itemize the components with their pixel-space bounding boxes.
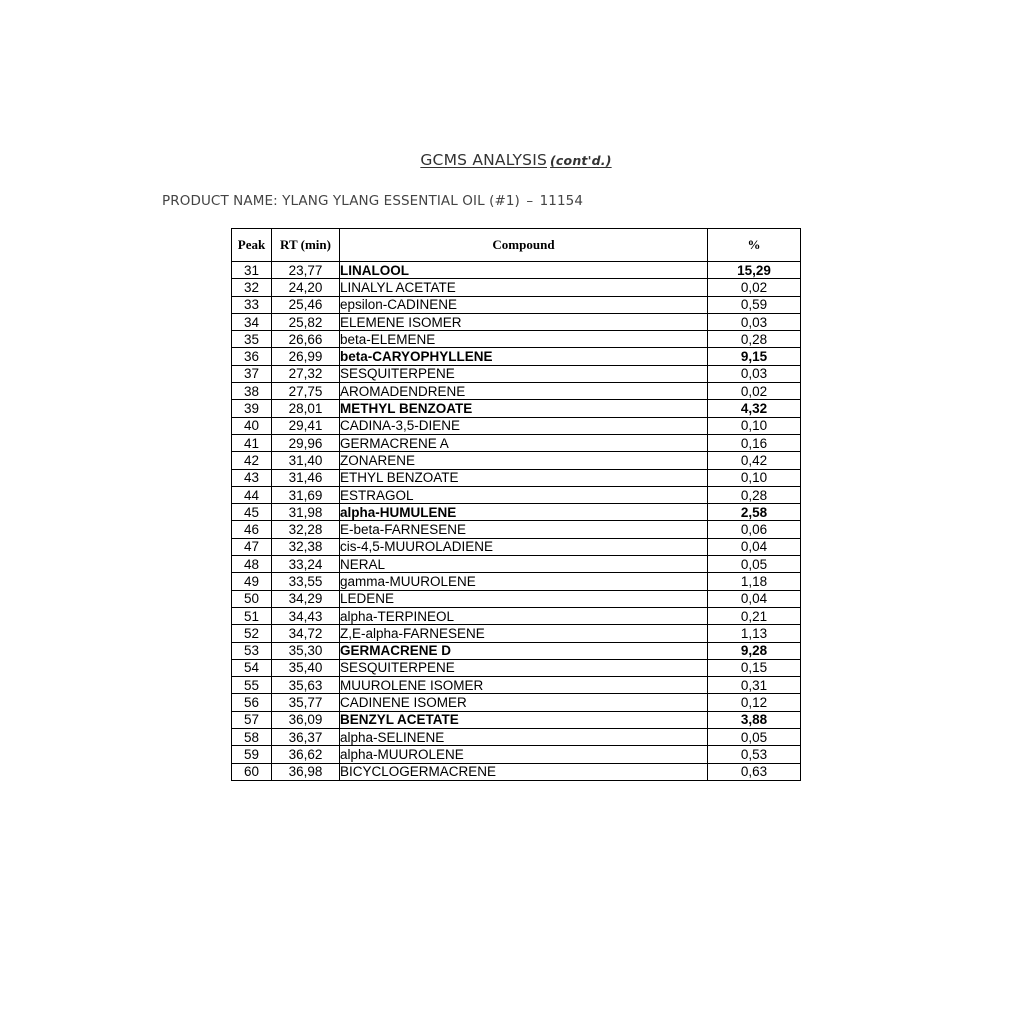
percent-cell: 0,05 [708,729,801,746]
rt-cell: 35,63 [272,677,340,694]
rt-cell: 33,55 [272,573,340,590]
table-row [232,590,801,607]
rt-cell: 29,41 [272,417,340,434]
peak-cell: 39 [232,400,272,417]
compound-cell: GERMACRENE D [340,642,708,659]
table-row [232,417,801,434]
gcms-results-table [231,228,801,781]
product-name-line [162,193,583,209]
rt-cell: 29,96 [272,434,340,451]
product-label: PRODUCT NAME: [162,193,278,209]
rt-cell: 28,01 [272,400,340,417]
peak-cell: 34 [232,313,272,330]
peak-cell: 49 [232,573,272,590]
table-row [232,331,801,348]
compound-cell: cis-4,5-MUUROLADIENE [340,538,708,555]
table-row [232,521,801,538]
table-row [232,486,801,503]
percent-cell: 4,32 [708,400,801,417]
peak-cell: 58 [232,729,272,746]
table-header-row [232,229,801,262]
peak-cell: 40 [232,417,272,434]
rt-cell: 33,24 [272,556,340,573]
table-row [232,607,801,624]
rt-cell: 26,66 [272,331,340,348]
peak-cell: 42 [232,452,272,469]
percent-cell: 0,15 [708,659,801,676]
peak-cell: 41 [232,434,272,451]
peak-cell: 47 [232,538,272,555]
rt-cell: 26,99 [272,348,340,365]
peak-cell: 44 [232,486,272,503]
table-row [232,296,801,313]
rt-cell: 25,46 [272,296,340,313]
compound-cell: CADINA-3,5-DIENE [340,417,708,434]
peak-cell: 36 [232,348,272,365]
rt-cell: 31,40 [272,452,340,469]
peak-cell: 48 [232,556,272,573]
percent-cell: 3,88 [708,711,801,728]
percent-cell: 0,42 [708,452,801,469]
compound-cell: METHYL BENZOATE [340,400,708,417]
table-body [232,262,801,781]
title-text: GCMS ANALYSIS [420,151,548,169]
percent-cell: 0,10 [708,417,801,434]
column-header-peak: Peak [232,229,272,262]
peak-cell: 37 [232,365,272,382]
rt-cell: 27,75 [272,383,340,400]
percent-cell: 9,15 [708,348,801,365]
title-suffix: (cont'd.) [550,153,612,168]
table-row [232,452,801,469]
compound-cell: LEDENE [340,590,708,607]
compound-cell: ELEMENE ISOMER [340,313,708,330]
peak-cell: 31 [232,262,272,279]
column-header-rt: RT (min) [272,229,340,262]
peak-cell: 38 [232,383,272,400]
table-row [232,694,801,711]
percent-cell: 0,04 [708,590,801,607]
compound-cell: BENZYL ACETATE [340,711,708,728]
compound-cell: LINALYL ACETATE [340,279,708,296]
percent-cell: 0,04 [708,538,801,555]
table-row [232,538,801,555]
percent-cell: 0,53 [708,746,801,763]
peak-cell: 59 [232,746,272,763]
rt-cell: 31,46 [272,469,340,486]
table-row [232,262,801,279]
peak-cell: 52 [232,625,272,642]
rt-cell: 34,72 [272,625,340,642]
compound-cell: beta-ELEMENE [340,331,708,348]
table-row [232,625,801,642]
percent-cell: 0,06 [708,521,801,538]
peak-cell: 56 [232,694,272,711]
percent-cell: 2,58 [708,504,801,521]
table-row [232,746,801,763]
compound-cell: ESTRAGOL [340,486,708,503]
compound-cell: AROMADENDRENE [340,383,708,400]
rt-cell: 35,77 [272,694,340,711]
compound-cell: BICYCLOGERMACRENE [340,763,708,780]
rt-cell: 35,40 [272,659,340,676]
rt-cell: 32,28 [272,521,340,538]
rt-cell: 36,09 [272,711,340,728]
table-row [232,659,801,676]
peak-cell: 54 [232,659,272,676]
compound-cell: gamma-MUUROLENE [340,573,708,590]
percent-cell: 0,21 [708,607,801,624]
compound-cell: GERMACRENE A [340,434,708,451]
compound-cell: SESQUITERPENE [340,659,708,676]
compound-cell: LINALOOL [340,262,708,279]
column-header-compound: Compound [340,229,708,262]
rt-cell: 31,69 [272,486,340,503]
table-row [232,400,801,417]
table-row [232,469,801,486]
table-row [232,556,801,573]
product-name: YLANG YLANG ESSENTIAL OIL (#1) [282,193,520,209]
table-row [232,711,801,728]
compound-cell: alpha-TERPINEOL [340,607,708,624]
percent-cell: 0,12 [708,694,801,711]
percent-cell: 9,28 [708,642,801,659]
rt-cell: 36,62 [272,746,340,763]
compound-cell: alpha-SELINENE [340,729,708,746]
table-row [232,365,801,382]
column-header-percent: % [708,229,801,262]
percent-cell: 0,16 [708,434,801,451]
table-row [232,677,801,694]
rt-cell: 31,98 [272,504,340,521]
peak-cell: 33 [232,296,272,313]
percent-cell: 15,29 [708,262,801,279]
rt-cell: 36,37 [272,729,340,746]
percent-cell: 1,13 [708,625,801,642]
percent-cell: 0,03 [708,365,801,382]
compound-cell: epsilon-CADINENE [340,296,708,313]
rt-cell: 27,32 [272,365,340,382]
percent-cell: 0,02 [708,383,801,400]
peak-cell: 45 [232,504,272,521]
rt-cell: 34,43 [272,607,340,624]
peak-cell: 46 [232,521,272,538]
percent-cell: 1,18 [708,573,801,590]
compound-cell: Z,E-alpha-FARNESENE [340,625,708,642]
compound-cell: SESQUITERPENE [340,365,708,382]
compound-cell: ETHYL BENZOATE [340,469,708,486]
table-row [232,313,801,330]
peak-cell: 57 [232,711,272,728]
rt-cell: 34,29 [272,590,340,607]
percent-cell: 0,28 [708,331,801,348]
percent-cell: 0,28 [708,486,801,503]
percent-cell: 0,02 [708,279,801,296]
percent-cell: 0,03 [708,313,801,330]
percent-cell: 0,59 [708,296,801,313]
table-row [232,383,801,400]
peak-cell: 35 [232,331,272,348]
rt-cell: 32,38 [272,538,340,555]
rt-cell: 25,82 [272,313,340,330]
compound-cell: E-beta-FARNESENE [340,521,708,538]
product-separator: – [526,193,534,209]
peak-cell: 50 [232,590,272,607]
table-row [232,763,801,780]
peak-cell: 32 [232,279,272,296]
rt-cell: 24,20 [272,279,340,296]
compound-cell: alpha-MUUROLENE [340,746,708,763]
peak-cell: 60 [232,763,272,780]
table-row [232,729,801,746]
table-row [232,573,801,590]
peak-cell: 51 [232,607,272,624]
table-row [232,348,801,365]
compound-cell: alpha-HUMULENE [340,504,708,521]
table-row [232,642,801,659]
compound-cell: CADINENE ISOMER [340,694,708,711]
peak-cell: 55 [232,677,272,694]
compound-cell: MUUROLENE ISOMER [340,677,708,694]
product-code: 11154 [539,193,584,209]
percent-cell: 0,63 [708,763,801,780]
percent-cell: 0,05 [708,556,801,573]
compound-cell: NERAL [340,556,708,573]
percent-cell: 0,31 [708,677,801,694]
percent-cell: 0,10 [708,469,801,486]
table-row [232,434,801,451]
peak-cell: 53 [232,642,272,659]
peak-cell: 43 [232,469,272,486]
compound-cell: beta-CARYOPHYLLENE [340,348,708,365]
rt-cell: 23,77 [272,262,340,279]
compound-cell: ZONARENE [340,452,708,469]
page-title [0,151,1024,169]
rt-cell: 35,30 [272,642,340,659]
table-row [232,504,801,521]
rt-cell: 36,98 [272,763,340,780]
table-row [232,279,801,296]
